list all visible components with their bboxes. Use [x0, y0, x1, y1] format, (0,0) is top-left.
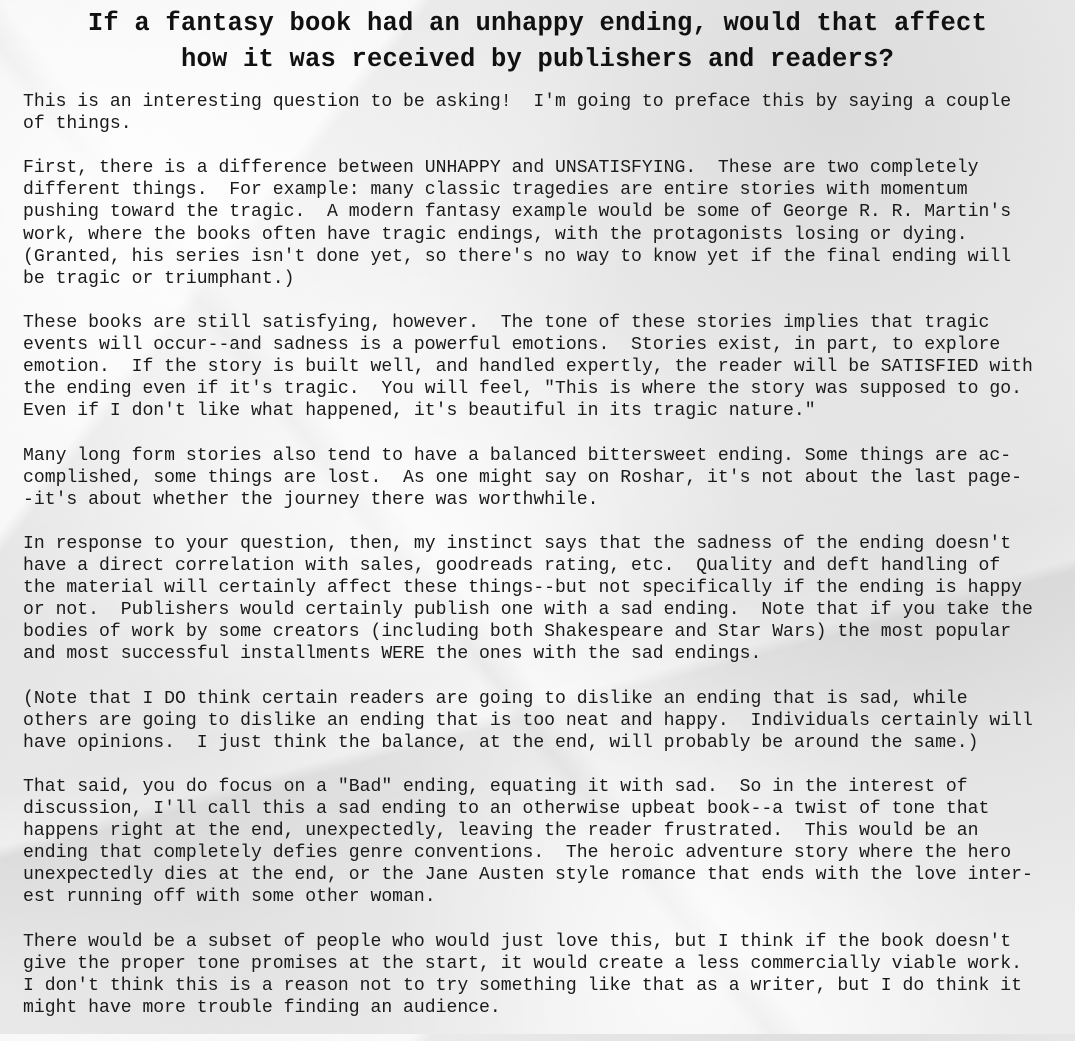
answer-body	[23, 91, 1063, 1041]
text-line: the ending even if it's tragic. You will feel, "This is where the story was supposed to go.	[23, 379, 1022, 400]
text-line: ending that completely defies genre conventions. The heroic adventure story where the hero	[23, 843, 1012, 864]
text-line: That said, you do focus on a "Bad" ending, equating it with sad. So in the interest of	[23, 776, 968, 797]
text-line: In response to your question, then, my instinct says that the sadness of the ending doesn't	[23, 533, 1012, 554]
paragraph-satisfying	[23, 312, 1063, 422]
page-title	[0, 6, 1075, 78]
text-line: or not. Publishers would certainly publish one with a sad ending. Note that if you take the	[23, 600, 1033, 621]
text-line: There would be a subset of people who would just love this, but I think if the book doesn't	[23, 931, 1012, 952]
text-line: This is an interesting question to be asking! I'm going to preface this by saying a couple	[23, 92, 1012, 112]
text-line: give the proper tone promises at the start, it would create a less commercially viable work.	[23, 953, 1022, 974]
text-line: work, where the books often have tragic endings, with the protagonists losing or dying.	[23, 224, 968, 245]
text-line: emotion. If the story is built well, and handled expertly, the reader will be SATISFIED with	[23, 357, 1033, 378]
text-line: These books are still satisfying, however. The tone of these stories implies that tragic	[23, 312, 990, 333]
text-line: have a direct correlation with sales, goodreads rating, etc. Quality and deft handling of	[23, 555, 1001, 576]
paragraph-intro	[23, 91, 1063, 135]
title-line: how it was received by publishers and readers?	[180, 45, 895, 74]
paragraph-bittersweet	[23, 445, 1063, 511]
text-line: of things.	[23, 114, 132, 135]
text-line: different things. For example: many classic tragedies are entire stories with momentum	[23, 180, 968, 201]
text-line: bodies of work by some creators (including both Shakespeare and Star Wars) the most popular	[23, 622, 1012, 643]
text-line: events will occur--and sadness is a powerful emotions. Stories exist, in part, to explore	[23, 335, 1001, 356]
text-line: discussion, I'll call this a sad ending to an otherwise upbeat book--a twist of tone that	[23, 799, 990, 819]
text-line: might have more trouble finding an audience.	[23, 997, 501, 1018]
text-line: be tragic or triumphant.)	[23, 268, 295, 289]
text-line: est running off with some other woman.	[23, 887, 436, 908]
paragraph-note	[23, 688, 1063, 754]
title-line: If a fantasy book had an unhappy ending, would that affect	[87, 9, 988, 38]
text-line: happens right at the end, unexpectedly, leaving the reader frustrated. This would be an	[23, 821, 979, 842]
text-line: complished, some things are lost. As one might say on Roshar, it's not about the last page-	[23, 467, 1022, 488]
text-line: (Granted, his series isn't done yet, so there's no way to know yet if the final ending will	[23, 246, 1012, 267]
text-line: the material will certainly affect these things--but not specifically if the ending is happy	[23, 578, 1022, 599]
text-line: unexpectedly dies at the end, or the Jane Austen style romance that ends with the love inter-	[23, 865, 1033, 886]
text-line: First, there is a difference between UNHAPPY and UNSATISFYING. These are two completely	[23, 158, 979, 179]
text-line: pushing toward the tragic. A modern fantasy example would be some of George R. R. Martin's	[23, 202, 1012, 223]
text-line: others are going to dislike an ending that is too neat and happy. Individuals certainly will	[23, 710, 1033, 731]
paragraph-bad-ending	[23, 776, 1063, 909]
paragraph-response	[23, 533, 1063, 666]
text-line: Even if I don't like what happened, it's beautiful in its tragic nature."	[23, 401, 816, 422]
text-line: have opinions. I just think the balance, at the end, will probably be around the same.)	[23, 732, 979, 753]
text-line: -it's about whether the journey there was worthwhile.	[23, 489, 599, 510]
paragraph-conclusion	[23, 931, 1063, 1019]
text-line: (Note that I DO think certain readers are going to dislike an ending that is sad, while	[23, 688, 968, 709]
text-line: and most successful installments WERE the ones with the sad endings.	[23, 644, 762, 665]
text-line: Many long form stories also tend to have a balanced bittersweet ending. Some things are ac-	[23, 445, 1012, 466]
paragraph-unhappy-vs-unsatisfying	[23, 157, 1063, 290]
text-line: I don't think this is a reason not to try something like that as a writer, but I do think it	[23, 975, 1022, 996]
